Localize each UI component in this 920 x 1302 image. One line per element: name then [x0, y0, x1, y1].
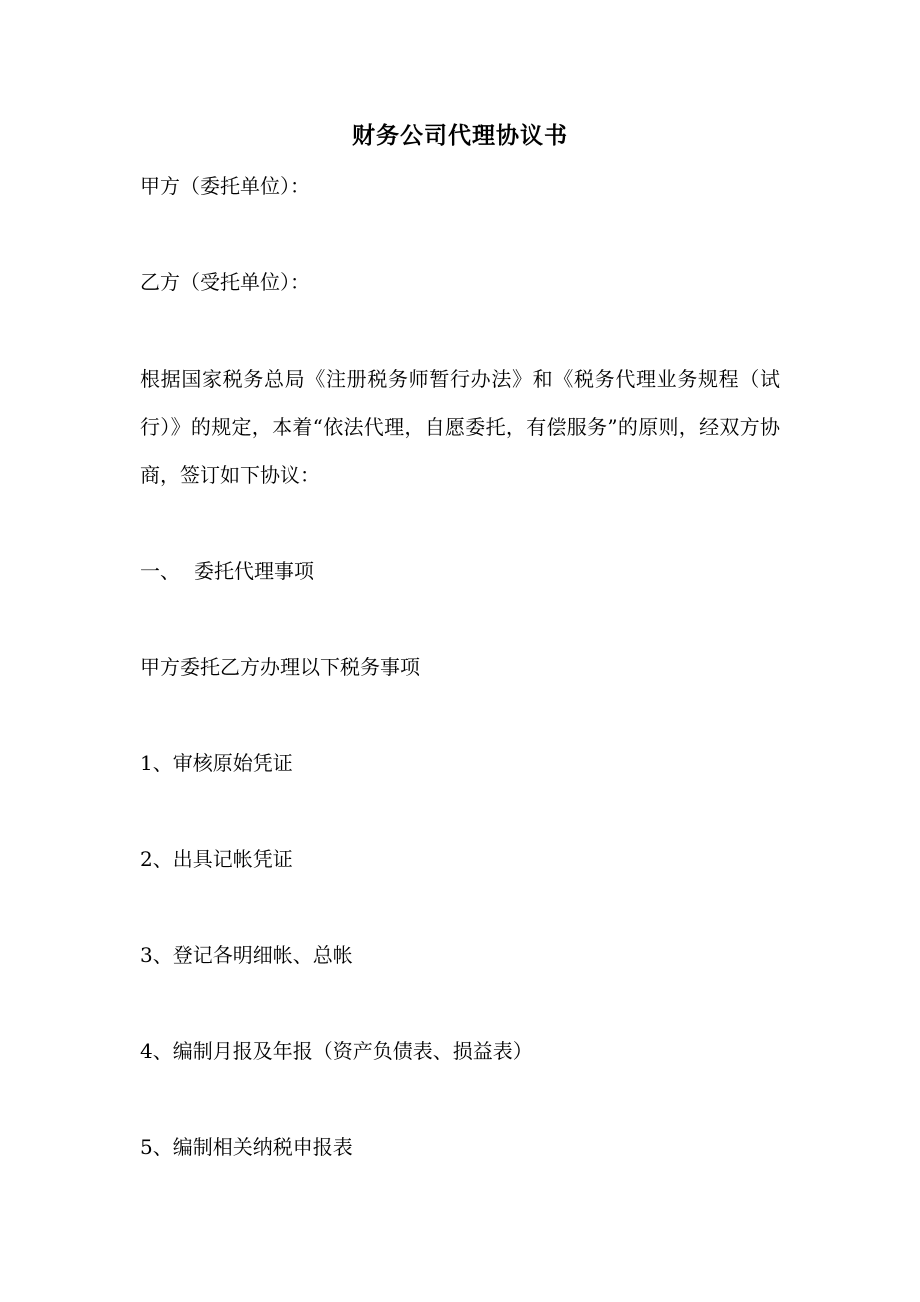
list-item: 1、审核原始凭证 — [140, 751, 293, 775]
section-number: 一、 — [140, 559, 180, 583]
list-item: 5、编制相关纳税申报表 — [140, 1135, 353, 1159]
section-heading — [140, 555, 780, 587]
intro-line: 甲方委托乙方办理以下税务事项 — [140, 655, 420, 679]
list-item: 3、登记各明细帐、总帐 — [140, 943, 353, 967]
list-item: 2、出具记帐凭证 — [140, 847, 293, 871]
document-title: 财务公司代理协议书 — [352, 122, 568, 149]
preamble-paragraph: 根据国家税务总局《注册税务师暂行办法》和《税务代理业务规程（试行）》的规定，本着“依法代理，自愿委托，有偿服务”的原则，经双方协商，签订如下协议： — [140, 367, 780, 487]
section-heading-text: 委托代理事项 — [194, 559, 314, 583]
party-a-line: 甲方（委托单位）： — [140, 174, 310, 198]
party-b-line: 乙方（受托单位）： — [140, 270, 310, 294]
list-item: 4、编制月报及年报（资产负债表、损益表） — [140, 1039, 533, 1063]
